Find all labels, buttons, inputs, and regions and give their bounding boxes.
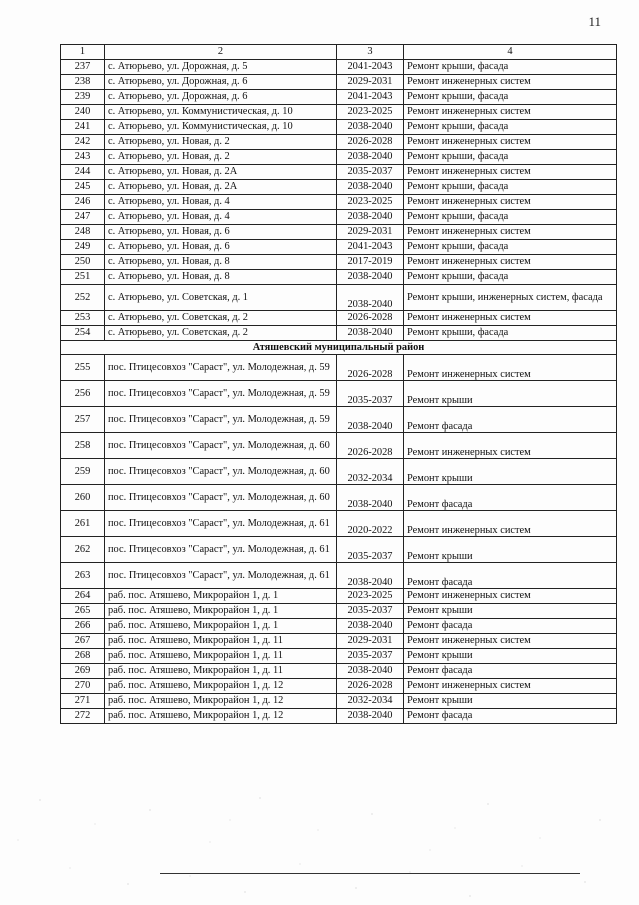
row-work-type: Ремонт крыши, фасада xyxy=(404,326,617,341)
column-number-row xyxy=(61,45,617,60)
row-years: 2035-2037 xyxy=(337,604,404,619)
row-years: 2035-2037 xyxy=(337,537,404,563)
row-years: 2038-2040 xyxy=(337,326,404,341)
table-row xyxy=(61,355,617,381)
row-number: 243 xyxy=(61,150,105,165)
table-row xyxy=(61,225,617,240)
row-address: раб. пос. Атяшево, Микрорайон 1, д. 1 xyxy=(105,589,337,604)
row-work-type: Ремонт инженерных систем xyxy=(404,75,617,90)
row-number: 260 xyxy=(61,485,105,511)
table-row xyxy=(61,511,617,537)
row-work-type: Ремонт крыши, фасада xyxy=(404,270,617,285)
row-address: с. Атюрьево, ул. Новая, д. 6 xyxy=(105,240,337,255)
table-row xyxy=(61,589,617,604)
table-row xyxy=(61,311,617,326)
table-row xyxy=(61,381,617,407)
row-address: пос. Птицесовхоз "Сараст", ул. Молодежная, д. 60 xyxy=(105,485,337,511)
row-number: 264 xyxy=(61,589,105,604)
row-number: 267 xyxy=(61,634,105,649)
row-address: с. Атюрьево, ул. Коммунистическая, д. 10 xyxy=(105,105,337,120)
table-row xyxy=(61,120,617,135)
row-number: 250 xyxy=(61,255,105,270)
row-work-type: Ремонт инженерных систем xyxy=(404,311,617,326)
row-years: 2035-2037 xyxy=(337,165,404,180)
row-number: 237 xyxy=(61,60,105,75)
row-years: 2035-2037 xyxy=(337,649,404,664)
row-years: 2038-2040 xyxy=(337,180,404,195)
row-work-type: Ремонт инженерных систем xyxy=(404,225,617,240)
row-number: 240 xyxy=(61,105,105,120)
row-address: с. Атюрьево, ул. Новая, д. 8 xyxy=(105,255,337,270)
row-address: раб. пос. Атяшево, Микрорайон 1, д. 12 xyxy=(105,694,337,709)
row-number: 251 xyxy=(61,270,105,285)
row-years: 2038-2040 xyxy=(337,210,404,225)
row-work-type: Ремонт инженерных систем xyxy=(404,433,617,459)
table-row xyxy=(61,433,617,459)
row-address: пос. Птицесовхоз "Сараст", ул. Молодежная, д. 59 xyxy=(105,407,337,433)
table-row xyxy=(61,135,617,150)
row-number: 271 xyxy=(61,694,105,709)
section-header-row xyxy=(61,341,617,355)
row-address: с. Атюрьево, ул. Новая, д. 2 xyxy=(105,150,337,165)
row-work-type: Ремонт инженерных систем xyxy=(404,135,617,150)
repair-schedule-table xyxy=(60,44,617,724)
row-address: раб. пос. Атяшево, Микрорайон 1, д. 12 xyxy=(105,679,337,694)
bottom-rule xyxy=(160,873,580,874)
table-row xyxy=(61,150,617,165)
row-years: 2029-2031 xyxy=(337,634,404,649)
row-number: 246 xyxy=(61,195,105,210)
row-address: с. Атюрьево, ул. Новая, д. 6 xyxy=(105,225,337,240)
row-number: 261 xyxy=(61,511,105,537)
row-work-type: Ремонт крыши, фасада xyxy=(404,210,617,225)
table-row xyxy=(61,60,617,75)
row-years: 2026-2028 xyxy=(337,679,404,694)
row-number: 257 xyxy=(61,407,105,433)
table-row xyxy=(61,105,617,120)
row-work-type: Ремонт крыши, инженерных систем, фасада xyxy=(404,285,617,311)
row-address: раб. пос. Атяшево, Микрорайон 1, д. 11 xyxy=(105,664,337,679)
row-years: 2029-2031 xyxy=(337,75,404,90)
row-work-type: Ремонт крыши xyxy=(404,649,617,664)
row-work-type: Ремонт крыши xyxy=(404,459,617,485)
row-address: пос. Птицесовхоз "Сараст", ул. Молодежная, д. 61 xyxy=(105,537,337,563)
row-work-type: Ремонт инженерных систем xyxy=(404,165,617,180)
row-address: пос. Птицесовхоз "Сараст", ул. Молодежная, д. 59 xyxy=(105,381,337,407)
table-row xyxy=(61,240,617,255)
row-number: 266 xyxy=(61,619,105,634)
table-row xyxy=(61,537,617,563)
table-row xyxy=(61,619,617,634)
row-years: 2038-2040 xyxy=(337,120,404,135)
row-work-type: Ремонт крыши, фасада xyxy=(404,120,617,135)
row-work-type: Ремонт фасада xyxy=(404,485,617,511)
table-row xyxy=(61,694,617,709)
row-work-type: Ремонт фасада xyxy=(404,407,617,433)
row-years: 2023-2025 xyxy=(337,105,404,120)
table-row xyxy=(61,634,617,649)
row-address: раб. пос. Атяшево, Микрорайон 1, д. 11 xyxy=(105,649,337,664)
row-years: 2035-2037 xyxy=(337,381,404,407)
row-address: пос. Птицесовхоз "Сараст", ул. Молодежная, д. 59 xyxy=(105,355,337,381)
row-number: 245 xyxy=(61,180,105,195)
row-work-type: Ремонт инженерных систем xyxy=(404,634,617,649)
row-years: 2032-2034 xyxy=(337,694,404,709)
row-address: с. Атюрьево, ул. Коммунистическая, д. 10 xyxy=(105,120,337,135)
row-number: 249 xyxy=(61,240,105,255)
row-work-type: Ремонт инженерных систем xyxy=(404,589,617,604)
row-years: 2038-2040 xyxy=(337,270,404,285)
row-years: 2026-2028 xyxy=(337,311,404,326)
page-number: 11 xyxy=(588,14,601,29)
row-work-type: Ремонт крыши, фасада xyxy=(404,60,617,75)
row-work-type: Ремонт фасада xyxy=(404,563,617,589)
row-address: с. Атюрьево, ул. Новая, д. 4 xyxy=(105,195,337,210)
row-number: 244 xyxy=(61,165,105,180)
row-address: с. Атюрьево, ул. Советская, д. 2 xyxy=(105,311,337,326)
row-work-type: Ремонт крыши xyxy=(404,381,617,407)
row-years: 2038-2040 xyxy=(337,150,404,165)
table-row xyxy=(61,326,617,341)
row-address: с. Атюрьево, ул. Дорожная, д. 6 xyxy=(105,75,337,90)
row-years: 2026-2028 xyxy=(337,433,404,459)
table-row xyxy=(61,90,617,105)
row-address: с. Атюрьево, ул. Новая, д. 2А xyxy=(105,165,337,180)
row-number: 272 xyxy=(61,709,105,724)
row-years: 2041-2043 xyxy=(337,240,404,255)
row-work-type: Ремонт фасада xyxy=(404,619,617,634)
table-row xyxy=(61,195,617,210)
row-number: 253 xyxy=(61,311,105,326)
row-years: 2023-2025 xyxy=(337,589,404,604)
row-years: 2029-2031 xyxy=(337,225,404,240)
table-row xyxy=(61,709,617,724)
table-row xyxy=(61,270,617,285)
row-address: с. Атюрьево, ул. Новая, д. 2А xyxy=(105,180,337,195)
section-title: Атяшевский муниципальный район xyxy=(61,341,617,355)
row-address: пос. Птицесовхоз "Сараст", ул. Молодежная, д. 60 xyxy=(105,459,337,485)
table-row xyxy=(61,255,617,270)
table-row xyxy=(61,407,617,433)
row-address: раб. пос. Атяшево, Микрорайон 1, д. 12 xyxy=(105,709,337,724)
table-row xyxy=(61,604,617,619)
row-number: 265 xyxy=(61,604,105,619)
row-work-type: Ремонт инженерных систем xyxy=(404,105,617,120)
row-number: 239 xyxy=(61,90,105,105)
row-years: 2038-2040 xyxy=(337,407,404,433)
row-number: 262 xyxy=(61,537,105,563)
row-address: с. Атюрьево, ул. Новая, д. 8 xyxy=(105,270,337,285)
row-work-type: Ремонт фасада xyxy=(404,709,617,724)
row-years: 2026-2028 xyxy=(337,355,404,381)
row-years: 2041-2043 xyxy=(337,90,404,105)
row-number: 263 xyxy=(61,563,105,589)
table-row xyxy=(61,210,617,225)
row-work-type: Ремонт крыши, фасада xyxy=(404,180,617,195)
row-number: 247 xyxy=(61,210,105,225)
row-years: 2038-2040 xyxy=(337,285,404,311)
row-years: 2038-2040 xyxy=(337,664,404,679)
row-years: 2038-2040 xyxy=(337,619,404,634)
column-number-1: 1 xyxy=(61,45,105,60)
row-years: 2032-2034 xyxy=(337,459,404,485)
row-work-type: Ремонт инженерных систем xyxy=(404,355,617,381)
row-work-type: Ремонт крыши, фасада xyxy=(404,150,617,165)
row-years: 2038-2040 xyxy=(337,563,404,589)
table-row xyxy=(61,649,617,664)
row-address: раб. пос. Атяшево, Микрорайон 1, д. 11 xyxy=(105,634,337,649)
row-address: пос. Птицесовхоз "Сараст", ул. Молодежная, д. 61 xyxy=(105,511,337,537)
row-number: 270 xyxy=(61,679,105,694)
row-work-type: Ремонт инженерных систем xyxy=(404,195,617,210)
row-number: 269 xyxy=(61,664,105,679)
row-work-type: Ремонт крыши, фасада xyxy=(404,90,617,105)
row-address: с. Атюрьево, ул. Дорожная, д. 5 xyxy=(105,60,337,75)
table-row xyxy=(61,75,617,90)
row-number: 258 xyxy=(61,433,105,459)
table-row xyxy=(61,679,617,694)
row-address: с. Атюрьево, ул. Советская, д. 2 xyxy=(105,326,337,341)
row-number: 252 xyxy=(61,285,105,311)
row-work-type: Ремонт крыши xyxy=(404,537,617,563)
row-number: 255 xyxy=(61,355,105,381)
row-address: пос. Птицесовхоз "Сараст", ул. Молодежная, д. 61 xyxy=(105,563,337,589)
row-number: 242 xyxy=(61,135,105,150)
row-address: с. Атюрьево, ул. Новая, д. 4 xyxy=(105,210,337,225)
row-years: 2038-2040 xyxy=(337,709,404,724)
row-work-type: Ремонт инженерных систем xyxy=(404,511,617,537)
table-row xyxy=(61,180,617,195)
row-work-type: Ремонт инженерных систем xyxy=(404,679,617,694)
row-address: раб. пос. Атяшево, Микрорайон 1, д. 1 xyxy=(105,619,337,634)
row-years: 2023-2025 xyxy=(337,195,404,210)
table-row xyxy=(61,285,617,311)
row-number: 259 xyxy=(61,459,105,485)
table-row xyxy=(61,563,617,589)
row-work-type: Ремонт крыши xyxy=(404,604,617,619)
row-number: 241 xyxy=(61,120,105,135)
table-row xyxy=(61,664,617,679)
row-years: 2041-2043 xyxy=(337,60,404,75)
column-number-3: 3 xyxy=(337,45,404,60)
column-number-4: 4 xyxy=(404,45,617,60)
row-address: с. Атюрьево, ул. Дорожная, д. 6 xyxy=(105,90,337,105)
column-number-2: 2 xyxy=(105,45,337,60)
row-number: 268 xyxy=(61,649,105,664)
row-work-type: Ремонт крыши, фасада xyxy=(404,240,617,255)
row-years: 2026-2028 xyxy=(337,135,404,150)
row-address: с. Атюрьево, ул. Новая, д. 2 xyxy=(105,135,337,150)
table-row xyxy=(61,485,617,511)
row-work-type: Ремонт фасада xyxy=(404,664,617,679)
row-years: 2017-2019 xyxy=(337,255,404,270)
row-address: пос. Птицесовхоз "Сараст", ул. Молодежная, д. 60 xyxy=(105,433,337,459)
row-number: 256 xyxy=(61,381,105,407)
row-number: 248 xyxy=(61,225,105,240)
table-row xyxy=(61,459,617,485)
scan-noise-texture xyxy=(0,780,639,905)
row-number: 238 xyxy=(61,75,105,90)
row-address: раб. пос. Атяшево, Микрорайон 1, д. 1 xyxy=(105,604,337,619)
table-row xyxy=(61,165,617,180)
row-work-type: Ремонт инженерных систем xyxy=(404,255,617,270)
row-work-type: Ремонт крыши xyxy=(404,694,617,709)
row-years: 2038-2040 xyxy=(337,485,404,511)
row-number: 254 xyxy=(61,326,105,341)
row-address: с. Атюрьево, ул. Советская, д. 1 xyxy=(105,285,337,311)
row-years: 2020-2022 xyxy=(337,511,404,537)
